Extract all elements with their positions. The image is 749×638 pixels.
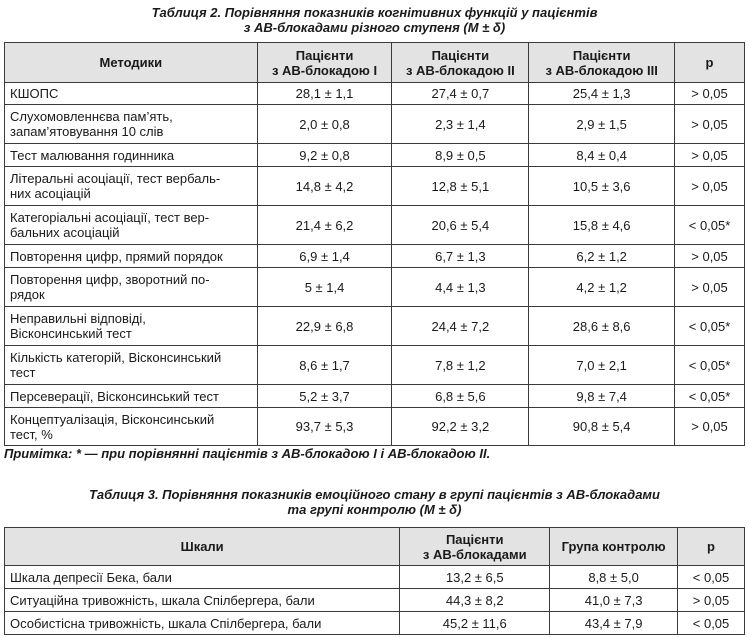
p-value-cell: > 0,05 <box>675 268 745 307</box>
method-line1: Концептуалізація, Вісконсинський <box>10 411 215 427</box>
table2-caption-line2: з АВ-блокадами різного ступеня (M ± δ) <box>243 20 506 35</box>
table2-row <box>5 346 745 385</box>
value-cell-g1: 5 ± 1,4 <box>257 268 392 307</box>
value-cell-g2: 6,8 ± 5,6 <box>392 385 529 408</box>
value-cell-g1: 9,2 ± 0,8 <box>257 144 392 167</box>
header-p3: p <box>678 528 745 566</box>
method-line2: запам’ятовування 10 слів <box>10 124 164 139</box>
header-group3-line2: з АВ-блокадою III <box>545 62 658 78</box>
value-cell-g3: 10,5 ± 3,6 <box>529 167 675 206</box>
header-group2 <box>392 43 529 83</box>
value-cell-g3: 9,8 ± 7,4 <box>529 385 675 408</box>
p-value-cell: < 0,05 <box>678 612 745 635</box>
value-cell-g3: 28,6 ± 8,6 <box>529 307 675 346</box>
method-line1: Персеверації, Вісконсинський тест <box>10 388 219 404</box>
scale-cell: Шкала депресії Бека, бали <box>5 566 400 589</box>
header-method: Методики <box>5 43 258 83</box>
method-line1: Повторення цифр, прямий порядок <box>10 248 223 264</box>
table3-caption-line2: та групі контролю (M ± δ) <box>287 502 462 517</box>
value-cell-g2: 92,2 ± 3,2 <box>392 408 529 446</box>
method-cell <box>5 385 258 408</box>
header-group2-line2: з АВ-блокадою II <box>405 62 515 78</box>
value-cell-g2: 6,7 ± 1,3 <box>392 245 529 268</box>
value-cell-g3: 4,2 ± 1,2 <box>529 268 675 307</box>
method-cell <box>5 167 258 206</box>
method-cell <box>5 206 258 245</box>
value-cell-g1: 2,0 ± 0,8 <box>257 105 392 144</box>
table2-row <box>5 268 745 307</box>
patients-cell: 44,3 ± 8,2 <box>400 589 550 612</box>
value-cell-g1: 21,4 ± 6,2 <box>257 206 392 245</box>
method-line1: Слухомовленнєва пам’ять, <box>10 109 173 124</box>
p-value-cell: < 0,05* <box>675 385 745 408</box>
p-value-cell: > 0,05 <box>675 83 745 105</box>
table2-caption-line1: Таблиця 2. Порівняння показників когнітивних функцій у пацієнтів <box>151 5 598 20</box>
patients-cell: 45,2 ± 11,6 <box>400 612 550 635</box>
table2-row <box>5 408 745 446</box>
header-group1-line2: з АВ-блокадою I <box>271 62 378 78</box>
value-cell-g2: 20,6 ± 5,4 <box>392 206 529 245</box>
header-group2-line1: Пацієнти <box>431 47 490 63</box>
value-cell-g3: 15,8 ± 4,6 <box>529 206 675 245</box>
method-line1: Кількість категорій, Вісконсинський <box>10 350 222 365</box>
value-cell-g2: 12,8 ± 5,1 <box>392 167 529 206</box>
value-cell-g1: 14,8 ± 4,2 <box>257 167 392 206</box>
header-group1-line1: Пацієнти <box>295 47 354 63</box>
method-line1: Повторення цифр, зворотний по- <box>10 272 210 287</box>
method-cell <box>5 83 258 105</box>
patients-cell: 13,2 ± 6,5 <box>400 566 550 589</box>
scale-cell: Ситуаційна тривожність, шкала Спілбергера, бали <box>5 589 400 612</box>
p-value-cell: > 0,05 <box>678 589 745 612</box>
method-line2: бальних асоціацій <box>10 225 120 240</box>
table3-row <box>5 612 745 635</box>
value-cell-g3: 90,8 ± 5,4 <box>529 408 675 446</box>
value-cell-g2: 7,8 ± 1,2 <box>392 346 529 385</box>
table2-row <box>5 167 745 206</box>
table2-row <box>5 105 745 144</box>
control-cell: 8,8 ± 5,0 <box>550 566 678 589</box>
p-value-cell: < 0,05* <box>675 346 745 385</box>
method-cell <box>5 307 258 346</box>
value-cell-g3: 6,2 ± 1,2 <box>529 245 675 268</box>
method-cell <box>5 268 258 307</box>
value-cell-g3: 8,4 ± 0,4 <box>529 144 675 167</box>
method-line1: Тест малювання годинника <box>10 147 175 163</box>
method-line1: Категоріальні асоціації, тест вер- <box>10 210 210 225</box>
method-line2: тест, % <box>10 426 53 442</box>
table3-header-row <box>5 528 745 566</box>
table2-row <box>5 307 745 346</box>
table3-caption-line1: Таблиця 3. Порівняння показників емоційного стану в групі пацієнтів з АВ-блокадами <box>88 487 660 502</box>
value-cell-g2: 2,3 ± 1,4 <box>392 105 529 144</box>
header-patients <box>400 528 550 566</box>
value-cell-g1: 6,9 ± 1,4 <box>257 245 392 268</box>
table2-row <box>5 385 745 408</box>
header-patients-line1: Пацієнти <box>445 531 504 547</box>
p-value-cell: < 0,05* <box>675 307 745 346</box>
value-cell-g2: 27,4 ± 0,7 <box>392 83 529 105</box>
method-cell <box>5 245 258 268</box>
table2-note: Примітка: * — при порівнянні пацієнтів з АВ-блокадою I і АВ-блокадою II. <box>4 446 491 461</box>
method-cell <box>5 144 258 167</box>
method-line1: Літеральні асоціації, тест вербаль- <box>10 171 221 186</box>
value-cell-g1: 22,9 ± 6,8 <box>257 307 392 346</box>
table2 <box>4 42 745 446</box>
method-line2: Вісконсинський тест <box>10 326 132 341</box>
scale-cell: Особистісна тривожність, шкала Спілбергера, бали <box>5 612 400 635</box>
table3-row <box>5 566 745 589</box>
value-cell-g1: 8,6 ± 1,7 <box>257 346 392 385</box>
header-p: p <box>675 43 745 83</box>
header-scale: Шкали <box>5 528 400 566</box>
control-cell: 43,4 ± 7,9 <box>550 612 678 635</box>
method-cell <box>5 408 258 446</box>
method-cell <box>5 105 258 144</box>
p-value-cell: < 0,05* <box>675 206 745 245</box>
value-cell-g2: 4,4 ± 1,3 <box>392 268 529 307</box>
header-group1 <box>257 43 392 83</box>
table3-caption <box>0 487 749 517</box>
value-cell-g2: 24,4 ± 7,2 <box>392 307 529 346</box>
table2-caption <box>0 5 749 35</box>
header-group3 <box>529 43 675 83</box>
p-value-cell: > 0,05 <box>675 408 745 446</box>
p-value-cell: < 0,05 <box>678 566 745 589</box>
table3 <box>4 527 745 635</box>
p-value-cell: > 0,05 <box>675 105 745 144</box>
table2-row <box>5 144 745 167</box>
table2-row <box>5 206 745 245</box>
value-cell-g1: 5,2 ± 3,7 <box>257 385 392 408</box>
value-cell-g3: 2,9 ± 1,5 <box>529 105 675 144</box>
table3-row <box>5 589 745 612</box>
value-cell-g1: 93,7 ± 5,3 <box>257 408 392 446</box>
method-line1: КШОПС <box>10 86 59 101</box>
p-value-cell: > 0,05 <box>675 144 745 167</box>
p-value-cell: > 0,05 <box>675 245 745 268</box>
header-patients-line2: з АВ-блокадами <box>422 546 527 562</box>
p-value-cell: > 0,05 <box>675 167 745 206</box>
header-group3-line1: Пацієнти <box>572 47 631 63</box>
method-line2: них асоціацій <box>10 186 91 201</box>
control-cell: 41,0 ± 7,3 <box>550 589 678 612</box>
method-line2: тест <box>10 365 36 380</box>
value-cell-g3: 25,4 ± 1,3 <box>529 83 675 105</box>
method-line1: Неправильні відповіді, <box>10 311 146 326</box>
method-line2: рядок <box>10 287 45 302</box>
value-cell-g3: 7,0 ± 2,1 <box>529 346 675 385</box>
table2-row <box>5 245 745 268</box>
value-cell-g2: 8,9 ± 0,5 <box>392 144 529 167</box>
table2-row <box>5 83 745 105</box>
header-control: Група контролю <box>550 528 678 566</box>
value-cell-g1: 28,1 ± 1,1 <box>257 83 392 105</box>
table2-header-row <box>5 43 745 83</box>
method-cell <box>5 346 258 385</box>
